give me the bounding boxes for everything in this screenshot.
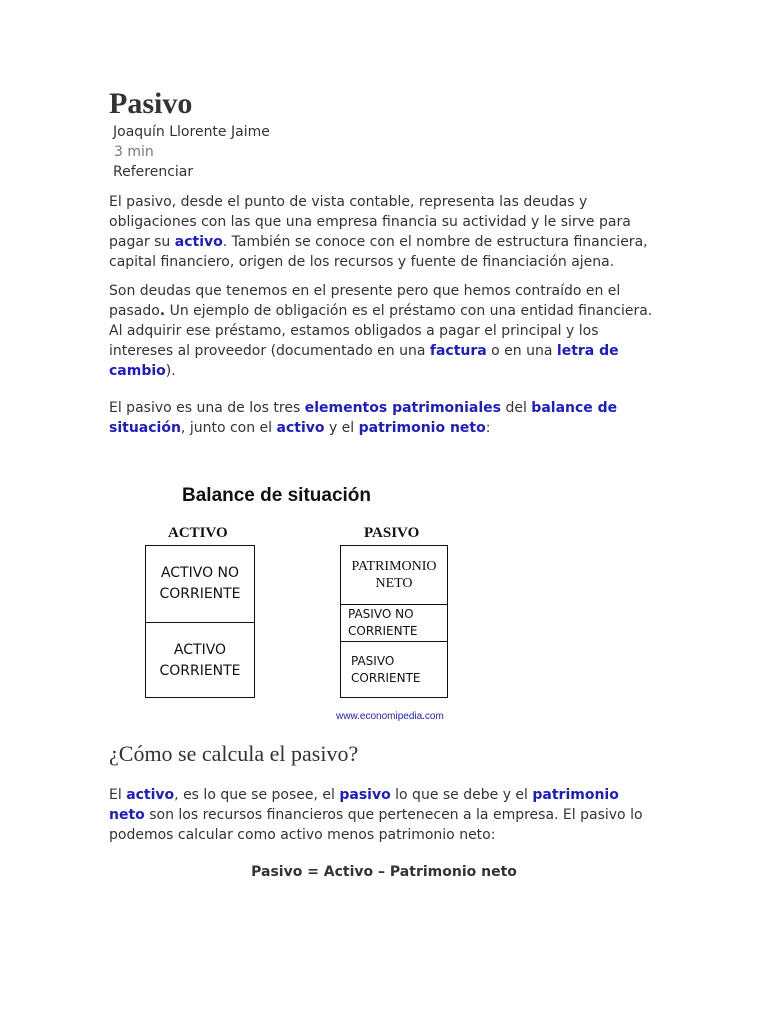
text: ). [165, 363, 176, 379]
text: : [485, 420, 491, 436]
text: El [109, 787, 127, 803]
paragraph-calculo [109, 785, 659, 845]
cite-link[interactable]: Referenciar [113, 164, 194, 180]
link-pasivo[interactable]: pasivo [339, 787, 391, 803]
text: . También se conoce con el nombre de estructura financiera, capital financiero, origen de los recursos y fuente de financiación ajena. [109, 234, 648, 270]
page-title: Pasivo [109, 87, 193, 120]
link-patrimonio-neto[interactable]: patrimonio neto [109, 787, 619, 823]
paragraph-definition [109, 192, 659, 272]
diagram-source-link[interactable]: www.economipedia.com [336, 711, 444, 722]
text: , junto con el [180, 420, 277, 436]
pasivo-heading: PASIVO [364, 525, 420, 541]
text: son los recursos financieros que pertenecen a la empresa. El pasivo lo podemos calcular como activo menos patrimonio neto: [109, 807, 643, 843]
paragraph-elementos [109, 398, 659, 438]
balance-diagram [140, 480, 480, 730]
text: Un ejemplo de obligación es el préstamo con una entidad financiera. Al adquirir ese préstamo, estamos obligados a pagar el principal y los intereses al proveedor (documentado en una [109, 303, 653, 359]
section-heading: ¿Cómo se calcula el pasivo? [109, 741, 359, 766]
pasivo-no-corriente-cell: PASIVO NO CORRIENTE [341, 604, 447, 641]
text: y el [324, 420, 359, 436]
patrimonio-neto-cell: PATRIMONIO NETO [351, 559, 437, 591]
text: Son deudas que tenemos en el presente pero que hemos contraído en el pasado [109, 283, 621, 319]
formula: Pasivo = Activo – Patrimonio neto [251, 864, 517, 880]
link-activo[interactable]: activo [276, 420, 325, 436]
diagram-title: Balance de situación [182, 485, 372, 506]
pasivo-corriente-cell: PASIVO CORRIENTE [341, 641, 447, 698]
activo-heading: ACTIVO [168, 525, 228, 541]
text: El pasivo, desde el punto de vista contable, representa las deudas y obligaciones con las que una empresa financia su actividad y le sirve para pagar su [109, 194, 631, 250]
pasivo-box [340, 545, 448, 698]
link-activo[interactable]: activo [126, 787, 175, 803]
text: del [501, 400, 532, 416]
link-balance-de-situacion[interactable]: balance de situación [109, 400, 618, 436]
text: o en una [486, 343, 557, 359]
activo-corriente-cell: ACTIVO CORRIENTE [146, 622, 254, 698]
author-link[interactable]: Joaquín Llorente Jaime [113, 124, 270, 140]
text: El pasivo es una de los tres [109, 400, 305, 416]
link-factura[interactable]: factura [429, 343, 487, 359]
read-time: 3 min [114, 144, 154, 160]
article [109, 86, 659, 438]
bold-dot: . [159, 303, 166, 319]
paragraph-deudas [109, 281, 659, 381]
link-activo[interactable]: activo [174, 234, 223, 250]
link-elementos-patrimoniales[interactable]: elementos patrimoniales [304, 400, 501, 416]
activo-no-corriente-cell: ACTIVO NO CORRIENTE [159, 565, 241, 602]
text: , es lo que se posee, el [174, 787, 340, 803]
activo-box [145, 545, 255, 698]
text: lo que se debe y el [390, 787, 533, 803]
link-patrimonio-neto[interactable]: patrimonio neto [358, 420, 486, 436]
link-letra-de-cambio[interactable]: letra de cambio [109, 343, 619, 379]
